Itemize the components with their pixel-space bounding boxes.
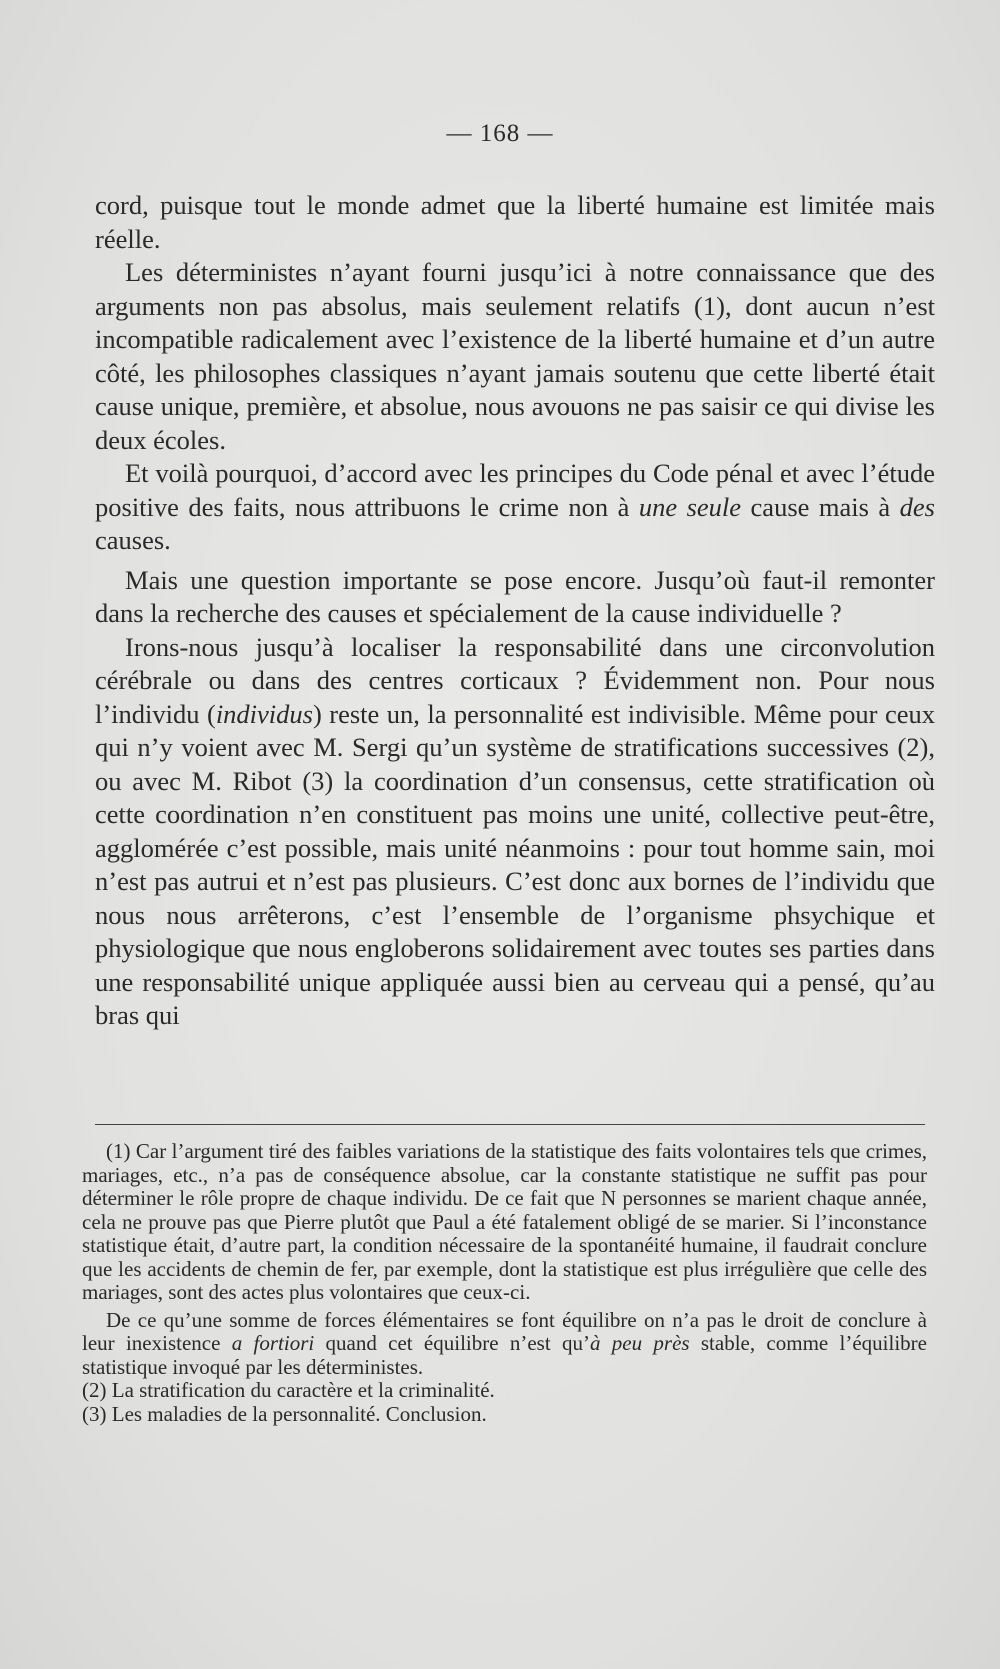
italic-text: une seule: [638, 491, 742, 522]
paragraph-continuation: cord, puisque tout le monde admet que la liberté humaine est limitée mais réelle.: [95, 190, 935, 254]
page-number: — 168 —: [446, 120, 554, 147]
text-run: De ce qu’une somme de forces élémentaires se font équilibre on n’a pas le droit de conclure à leur inexistence: [82, 1307, 927, 1355]
text-run: stable, comme l’équilibre statistique invoqué par les déterministes.: [82, 1331, 927, 1379]
footnote-divider: [95, 1124, 925, 1125]
footnotes: [82, 1140, 927, 1426]
body-text: [95, 189, 935, 1033]
footnote-3: (3) Les maladies de la personnalité. Conclusion.: [82, 1401, 487, 1426]
italic-text: individus: [215, 698, 313, 729]
italic-text: à peu près: [589, 1331, 690, 1355]
paragraph-causes: [95, 457, 935, 558]
italic-text: des: [899, 491, 935, 522]
text-run: Irons-nous jusqu’à localiser la responsabilité dans une circonvolution cérébrale ou dans des centres corticaux ? Évidemment non. Pour nous l’individu (: [95, 631, 935, 729]
text-run: cause mais à: [741, 491, 900, 522]
paragraph-individual: [95, 631, 935, 1033]
text-run: quand cet équilibre n’est qu’: [314, 1331, 590, 1355]
italic-text: a fortiori: [231, 1331, 315, 1355]
text-run: ) reste un, la personnalité est indivisible. Même pour ceux qui n’y voient avec M. Sergi qu’un système de stratifications successives (2), ou avec M. Ribot (3) la coordination d’un consensus, cette stratification où cette coordination n’en constituent pas moins une unité, collective peut-être, agglomérée c’est possible, mais unité néanmoins : pour tout homme sain, moi n’est pas autrui et n’est pas plusieurs. C’est donc aux bornes de l’individu que nous nous arrêterons, c’est l’ensemble de l’organisme phsychique et physiologique que nous engloberons solidairement avec toutes ses parties dans une responsabilité unique appliquée aussi bien au cerveau qui a pensé, qu’au bras qui: [95, 698, 935, 1030]
text-run: Et voilà pourquoi, d’accord avec les principes du Code pénal et avec l’étude positive des faits, nous attribuons le crime non à: [95, 458, 935, 522]
text-run: causes.: [95, 525, 171, 555]
footnote-1: (1) Car l’argument tiré des faibles variations de la statistique des faits volontaires tels que crimes, mariages, etc., n’a pas de conséquence absolue, car la constante statistique ne suffit pas pour déterminer le rôle propre de chaque individu. De ce fait que N personnes se marient chaque année, cela ne prouve pas que Pierre plutôt que Paul a été fatalement obligé de se marier. Si l’inconstance statistique était, d’autre part, la condition nécessaire de la spontanéité humaine, il faudrait conclure que les accidents de chemin de fer, par exemple, dont la statistique est plus irrégulière que celle des mariages, sont des actes plus volontaires que ceux-ci.: [82, 1139, 927, 1304]
footnote-1-continued: [82, 1309, 927, 1380]
paragraph-question: Mais une question importante se pose encore. Jusqu’où faut-il remonter dans la recherche des causes et spécialement de la cause individuelle ?: [95, 564, 935, 628]
footnote-2: (2) La stratification du caractère et la criminalité.: [82, 1378, 495, 1402]
paragraph-determinists: Les déterministes n’ayant fourni jusqu’ici à notre connaissance que des arguments non pas absolus, mais seulement relatifs (1), dont aucun n’est incompatible radicalement avec l’existence de la liberté humaine et d’un autre côté, les philosophes classiques n’ayant jamais soutenu que cette liberté était cause unique, première, et absolue, nous avouons ne pas saisir ce qui divise les deux écoles.: [95, 257, 935, 455]
